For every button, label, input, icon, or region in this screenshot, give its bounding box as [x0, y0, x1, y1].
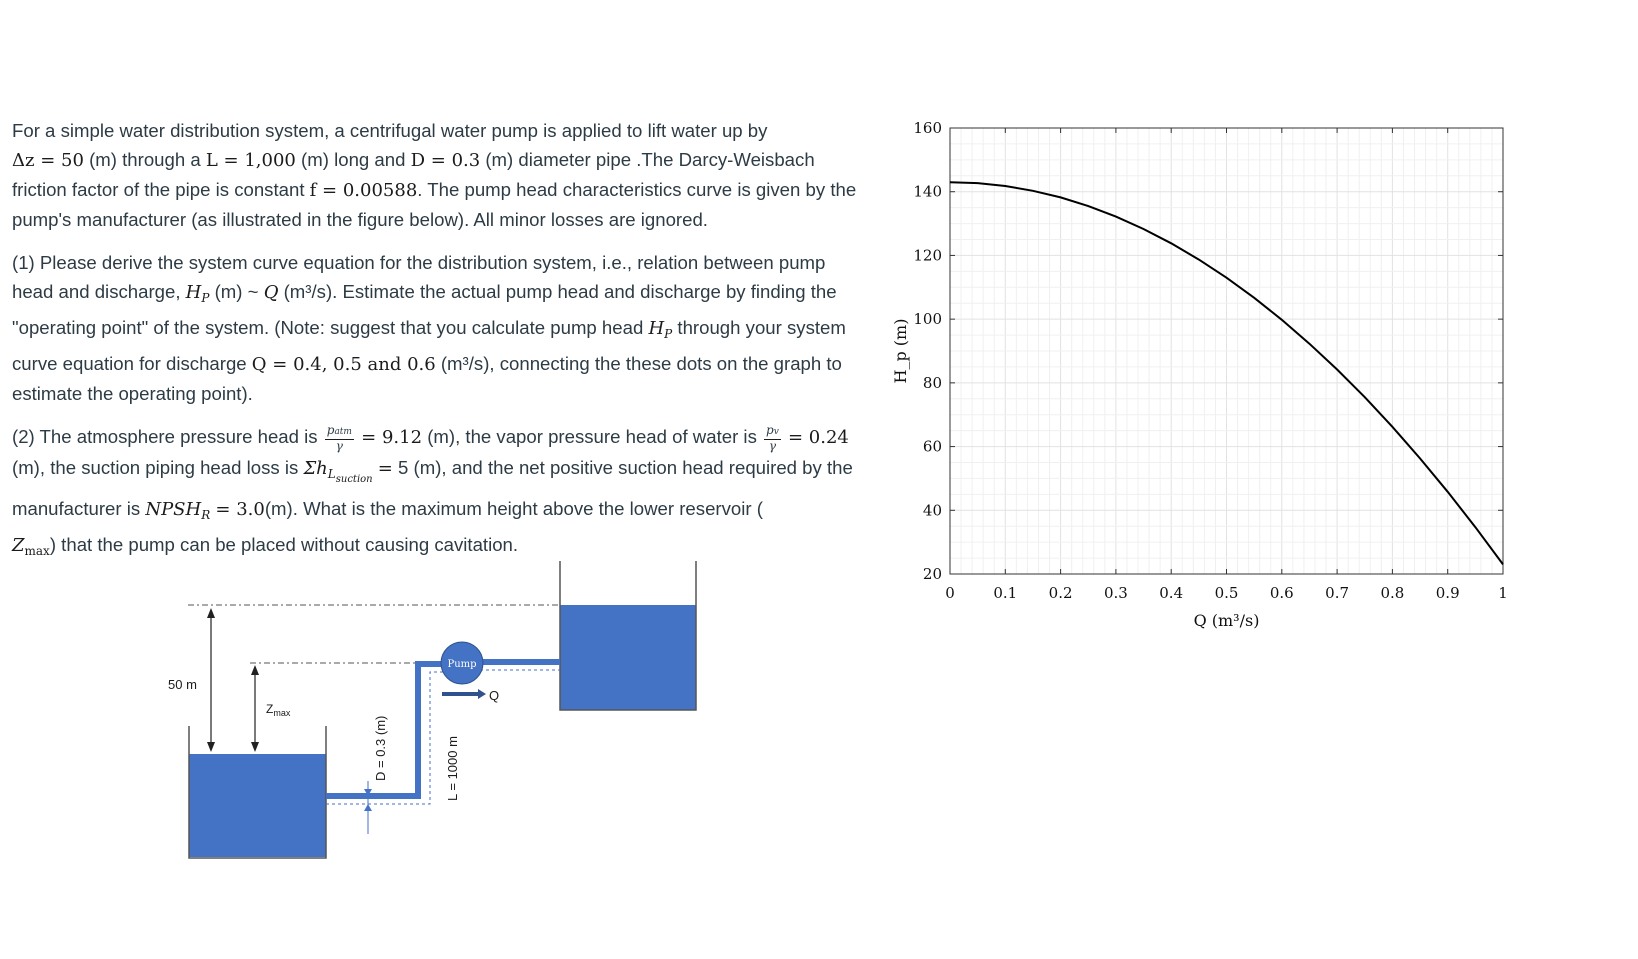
chart-x-tick-labels — [945, 584, 1508, 602]
fraction-numerator: p — [326, 422, 335, 437]
problem-text — [12, 116, 862, 580]
chart-grid — [950, 128, 1503, 574]
math-fraction-patm — [325, 424, 354, 453]
x-tick-label: 0.7 — [1325, 584, 1350, 602]
y-tick-label: 160 — [913, 119, 942, 137]
x-tick-label: 0.3 — [1103, 584, 1128, 602]
dimension-arrow-up — [207, 608, 215, 618]
fraction-numerator-sub: v — [773, 426, 779, 437]
dimension-arrow-up — [251, 665, 259, 675]
math-pv-value: = 0.24 — [787, 427, 849, 448]
length-label: L = 1000 m — [445, 736, 460, 801]
math-equals: = — [377, 457, 393, 479]
y-tick-label: 60 — [922, 437, 942, 456]
flow-arrow-head — [478, 689, 486, 699]
upper-reservoir-water — [560, 605, 696, 710]
chart-y-tick-labels — [913, 119, 942, 583]
text-run: 5 (m), and the net positive suction head required by the manufacturer is — [12, 456, 853, 519]
x-tick-label: 0.8 — [1380, 584, 1405, 602]
dimension-50m-label: 50 m — [168, 677, 197, 692]
x-tick-label: 0.1 — [993, 584, 1018, 602]
math-subscript: P — [664, 327, 673, 341]
fraction-denominator: γ — [768, 438, 776, 453]
dimension-arrow-down — [251, 742, 259, 752]
text-run: (m) ~ — [209, 281, 264, 302]
text-run: (2) The atmosphere pressure head is — [12, 426, 323, 447]
math-diameter: D = 0.3 — [410, 150, 481, 171]
zmax-letter: Z — [266, 702, 274, 716]
math-subscript: L — [327, 466, 336, 481]
problem-paragraph-3 — [12, 422, 862, 566]
text-run: (m), the vapor pressure head of water is — [422, 426, 763, 447]
text-run: (m³/s), connecting the these dots on the graph to estimate the operating point). — [12, 353, 842, 404]
math-delta-z: Δz = 50 — [12, 150, 84, 171]
x-tick-label: 0.9 — [1435, 584, 1460, 602]
chart-x-axis-label: Q (m³/s) — [1193, 611, 1260, 630]
text-run: through your system curve equation for discharge — [12, 317, 846, 374]
zmax-subscript: max — [273, 708, 291, 718]
math-subscript: R — [201, 507, 211, 522]
text-run: (m). What is the maximum height above the lower reservoir ( — [264, 497, 763, 519]
math-npsh: NPSH — [145, 498, 202, 520]
text-run: (m) through a — [83, 149, 206, 170]
y-tick-label: 140 — [913, 182, 942, 201]
text-run: (m) long and — [295, 149, 411, 170]
flow-label: Q — [489, 688, 500, 703]
x-tick-label: 0.2 — [1048, 584, 1073, 602]
text-run: (1) Please derive the system curve equation for the distribution system, i.e., relation between pump head and discharge, — [12, 252, 826, 302]
math-npsh-value: = 3.0 — [215, 498, 265, 520]
math-hp: H — [648, 318, 665, 339]
x-tick-label: 0.5 — [1214, 584, 1239, 602]
x-tick-label: 0.4 — [1159, 584, 1184, 602]
problem-paragraph-1 — [12, 116, 862, 234]
dimension-zmax-label — [266, 702, 291, 718]
math-length: L = 1,000 — [205, 150, 296, 171]
fraction-numerator: p — [766, 422, 774, 437]
math-z: Z — [12, 534, 25, 556]
math-subsubscript: suction — [335, 473, 373, 485]
y-tick-label: 100 — [913, 310, 942, 329]
math-subscript: P — [201, 291, 210, 305]
math-hp: H — [185, 282, 202, 303]
text-run: (m) diameter pipe .The Darcy-Weisbach friction factor of the pipe is constant — [12, 149, 815, 200]
text-run: (m), the suction piping head loss is — [12, 456, 304, 478]
x-tick-label: 0 — [945, 584, 955, 602]
x-tick-label: 1 — [1498, 584, 1508, 602]
dimension-arrow-up — [364, 804, 372, 811]
pump-curve-chart — [880, 110, 1540, 650]
problem-paragraph-2 — [12, 248, 862, 408]
fraction-numerator-sub: atm — [334, 426, 352, 437]
text-run: ) that the pump can be placed without causing cavitation. — [49, 533, 519, 555]
math-q: Q — [263, 282, 279, 303]
y-tick-label: 80 — [922, 373, 942, 392]
y-tick-label: 40 — [922, 501, 942, 520]
math-friction: f = 0.00588 — [309, 180, 418, 201]
dimension-d-label: D = 0.3 (m) — [373, 715, 388, 781]
y-tick-label: 120 — [913, 246, 942, 265]
pump-label: Pump — [447, 659, 477, 670]
chart-y-axis-label: H_p (m) — [891, 318, 910, 384]
fraction-denominator: γ — [335, 438, 343, 453]
text-run: (m³/s). Estimate the actual pump head and discharge by finding the "operating point" of the system. (Note: suggest that you calculate pump head — [12, 281, 837, 338]
dimension-arrow-down — [207, 742, 215, 752]
math-fraction-pv — [764, 424, 781, 453]
math-subscript: max — [24, 543, 50, 558]
math-patm-value: = 9.12 — [361, 427, 423, 448]
y-tick-label: 20 — [922, 565, 942, 583]
lower-reservoir-water — [189, 754, 326, 857]
system-schematic — [160, 556, 705, 866]
text-run: For a simple water distribution system, a centrifugal water pump is applied to lift water up by — [12, 120, 768, 141]
math-q-values: Q = 0.4, 0.5 and 0.6 — [251, 354, 436, 375]
x-tick-label: 0.6 — [1269, 584, 1294, 602]
math-headloss: Σh — [303, 457, 328, 479]
text-run: . The pump head characteristics curve is given by the pump's manufacturer (as illustrated in the figure below). All minor losses are ignored. — [12, 179, 857, 230]
